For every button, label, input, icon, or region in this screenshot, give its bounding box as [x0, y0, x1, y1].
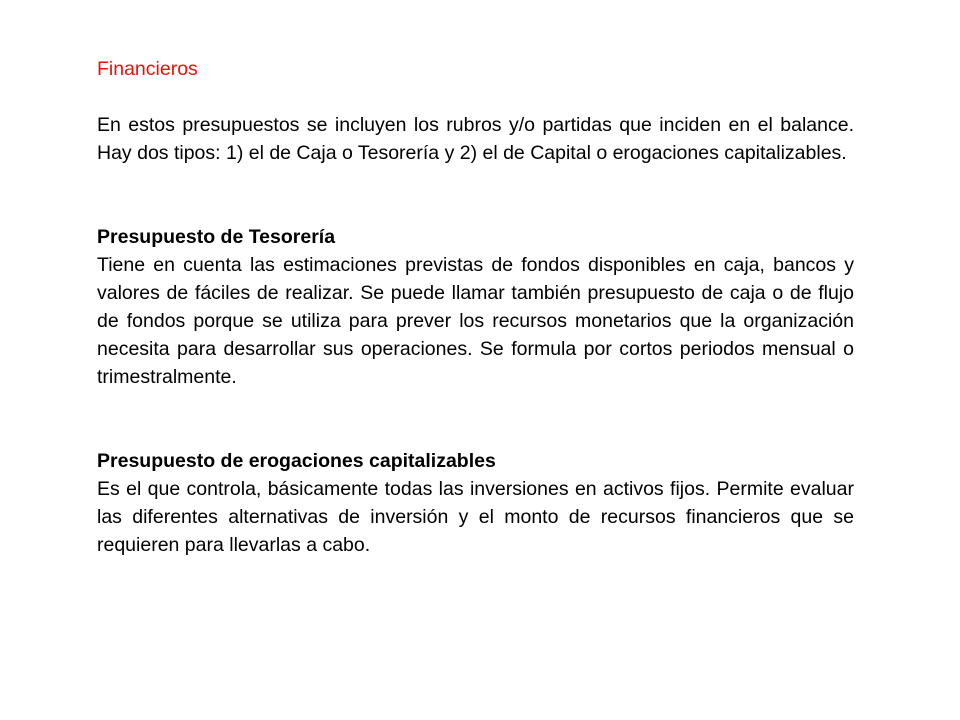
spacer — [97, 167, 854, 223]
spacer — [97, 391, 854, 447]
tesoreria-paragraph: Tiene en cuenta las estimaciones previstas de fondos disponibles en caja, bancos y valores de fáciles de realizar. Se puede llamar también presupuesto de caja o de flujo de fondos porque se utiliza para prever los recursos monetarios que la organización necesita para desarrollar sus operaciones. Se formula por cortos periodos mensual o trimestralmente. — [97, 254, 854, 388]
heading-presupuesto-tesoreria: Presupuesto de Tesorería — [97, 226, 336, 248]
spacer — [97, 83, 854, 111]
erogaciones-paragraph: Es el que controla, básicamente todas las inversiones en activos fijos. Permite evaluar las diferentes alternativas de inversión y el monto de recursos financieros que se requieren para llevarlas a cabo. — [97, 478, 854, 556]
slide-content — [97, 55, 854, 559]
section-title-financieros: Financieros — [97, 58, 198, 80]
intro-paragraph: En estos presupuestos se incluyen los rubros y/o partidas que inciden en el balance. Hay dos tipos: 1) el de Caja o Tesorería y 2) el de Capital o erogaciones capitalizables. — [97, 114, 854, 164]
heading-presupuesto-erogaciones: Presupuesto de erogaciones capitalizables — [97, 450, 496, 472]
